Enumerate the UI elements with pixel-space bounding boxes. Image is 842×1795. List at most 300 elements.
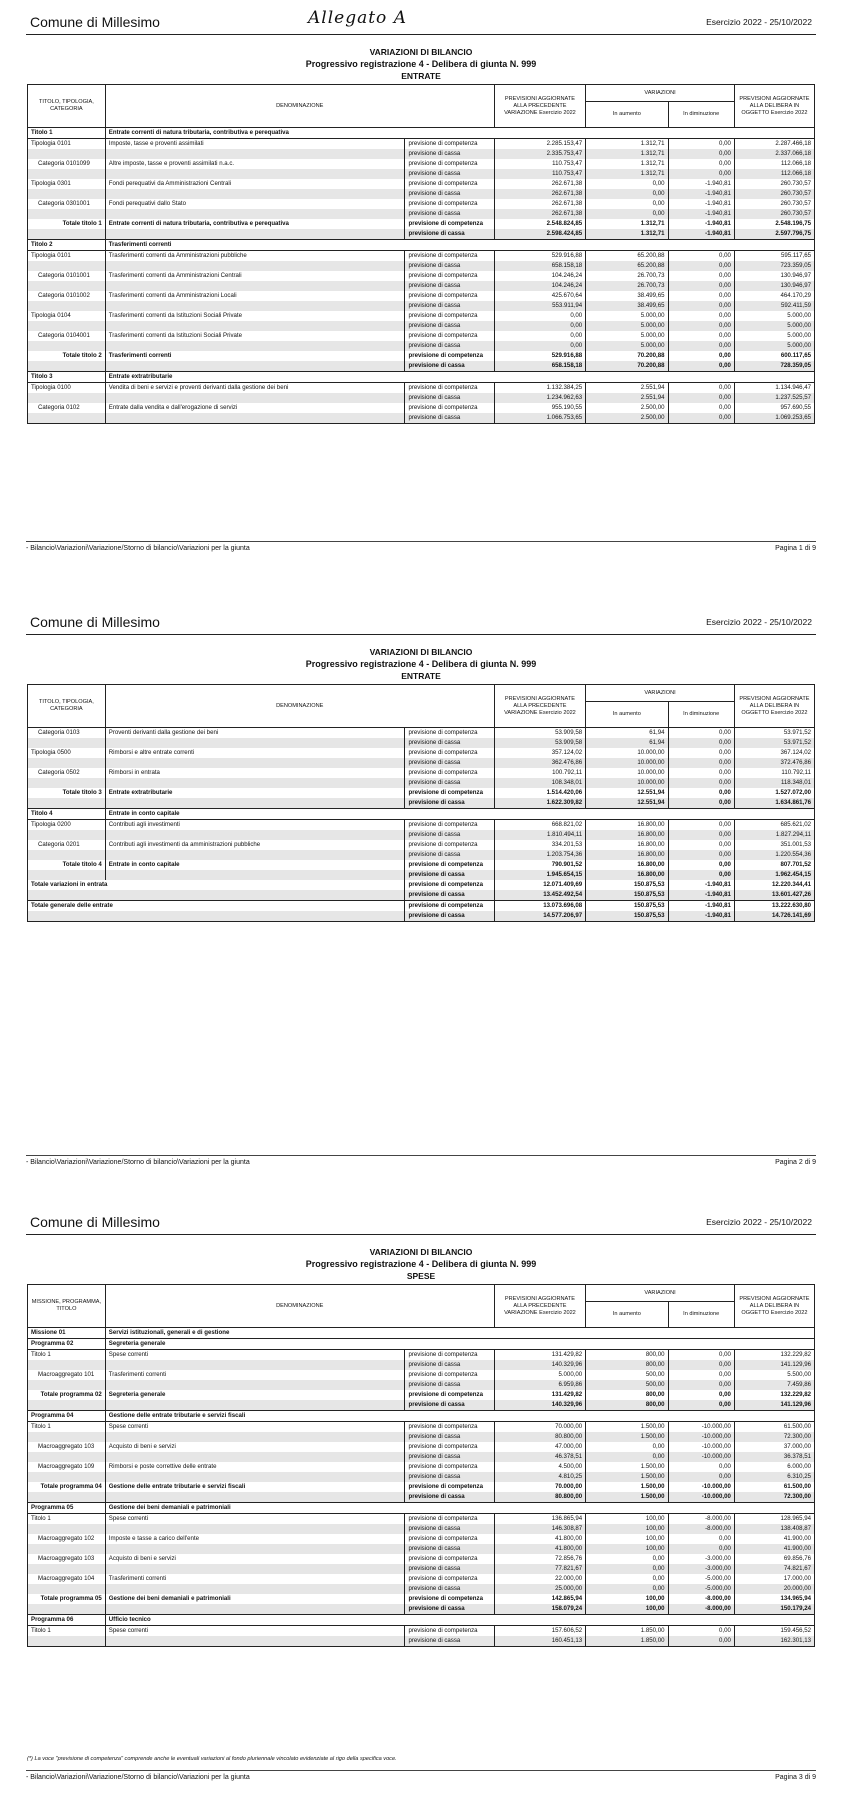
- value-increase: 5.000,00: [586, 341, 668, 351]
- row-prevision-type: previsione di cassa: [405, 321, 494, 331]
- col-header-variazioni: VARIAZIONI: [586, 685, 735, 702]
- value-updated: 53.971,52: [734, 738, 814, 748]
- value-increase: 800,00: [586, 1360, 668, 1370]
- row-denominazione: Rimborsi in entrata: [105, 768, 405, 778]
- row-code: [28, 341, 106, 351]
- row-denominazione: Entrate extratributarie: [105, 788, 405, 798]
- row-code: [28, 1544, 106, 1554]
- row-code: [28, 321, 106, 331]
- budget-table: [27, 1284, 815, 1647]
- page-3: [0, 1200, 842, 1795]
- row-code: Macroaggregato 102: [28, 1534, 106, 1544]
- value-updated: 74.821,67: [734, 1564, 814, 1574]
- row-code: Missione 01: [28, 1328, 106, 1339]
- page-number: Pagina 2 di 9: [775, 1159, 816, 1166]
- row-code: Totale programma 02: [28, 1390, 106, 1400]
- value-updated: 595.117,65: [734, 251, 814, 262]
- row-code: [28, 209, 106, 219]
- row-prevision-type: previsione di competenza: [405, 1462, 494, 1472]
- row-prevision-type: previsione di competenza: [405, 1422, 494, 1433]
- value-updated: 5.000,00: [734, 341, 814, 351]
- value-updated: 2.597.796,75: [734, 229, 814, 240]
- row-prevision-type: previsione di competenza: [405, 728, 494, 739]
- value-updated: 132.229,82: [734, 1350, 814, 1361]
- value-updated: 592.411,59: [734, 301, 814, 311]
- row-prevision-type: previsione di competenza: [405, 291, 494, 301]
- row-code: Categoria 0103: [28, 728, 106, 739]
- col-header-previous: PREVISIONI AGGIORNATE ALLA PRECEDENTE VARIAZIONE Esercizio 2022: [494, 1285, 586, 1328]
- row-denominazione: Entrate in conto capitale: [105, 860, 405, 870]
- value-increase: 26.700,73: [586, 271, 668, 281]
- section-title: SPESE: [406, 1271, 436, 1281]
- value-increase: 70.200,88: [586, 351, 668, 361]
- table-row: [28, 139, 815, 150]
- value-increase: 500,00: [586, 1370, 668, 1380]
- value-increase: 1.312,71: [586, 219, 668, 229]
- section-row: [28, 372, 815, 383]
- value-decrease: 0,00: [668, 850, 734, 860]
- value-updated: 110.792,11: [734, 768, 814, 778]
- value-increase: 2.500,00: [586, 403, 668, 413]
- row-denominazione: [105, 229, 405, 240]
- table-row: [28, 768, 815, 778]
- row-denominazione: Proventi derivanti dalla gestione dei beni: [105, 728, 405, 739]
- value-increase: 1.500,00: [586, 1492, 668, 1503]
- handwritten-annotation: Allegato A: [308, 8, 407, 28]
- value-increase: 1.850,00: [586, 1636, 668, 1647]
- value-previous: 160.451,13: [494, 1636, 586, 1647]
- value-decrease: 0,00: [668, 1370, 734, 1380]
- value-previous: 262.671,38: [494, 199, 586, 209]
- row-prevision-type: previsione di cassa: [405, 169, 494, 179]
- value-previous: 955.190,55: [494, 403, 586, 413]
- value-decrease: 0,00: [668, 341, 734, 351]
- document-titles: [0, 46, 842, 82]
- row-code: [28, 1492, 106, 1503]
- doc-subtitle: Progressivo registrazione 4 - Delibera di giunta N. 999: [305, 59, 537, 69]
- value-updated: 141.129,96: [734, 1360, 814, 1370]
- value-updated: 112.066,18: [734, 159, 814, 169]
- table-row: [28, 209, 815, 219]
- value-decrease: 0,00: [668, 748, 734, 758]
- total-row: [28, 1492, 815, 1503]
- row-code: Categoria 0104001: [28, 331, 106, 341]
- value-updated: 1.069.253,65: [734, 413, 814, 424]
- value-increase: 0,00: [586, 1584, 668, 1594]
- col-header-aumento: In aumento: [586, 1302, 668, 1328]
- table-row: [28, 301, 815, 311]
- table-row: [28, 281, 815, 291]
- section-row: [28, 1615, 815, 1626]
- value-increase: 70.200,88: [586, 361, 668, 372]
- value-decrease: 0,00: [668, 301, 734, 311]
- row-code: [28, 1452, 106, 1462]
- value-updated: 1.634.861,76: [734, 798, 814, 809]
- value-increase: 800,00: [586, 1400, 668, 1411]
- row-denominazione: [105, 738, 405, 748]
- value-updated: 2.287.466,18: [734, 139, 814, 150]
- section-row: [28, 1503, 815, 1514]
- total-row: [28, 870, 815, 880]
- total-row: [28, 361, 815, 372]
- row-code: [28, 413, 106, 424]
- row-code: [28, 1636, 106, 1647]
- value-decrease: -1.940,81: [668, 229, 734, 240]
- row-denominazione: Segreteria generale: [105, 1339, 814, 1350]
- value-increase: 16.800,00: [586, 860, 668, 870]
- row-prevision-type: previsione di competenza: [405, 159, 494, 169]
- value-updated: 351.001,53: [734, 840, 814, 850]
- row-denominazione: Entrate dalla vendita e dall'erogazione di servizi: [105, 403, 405, 413]
- value-previous: 146.308,87: [494, 1524, 586, 1534]
- col-header-diminuzione: In diminuzione: [668, 1302, 734, 1328]
- row-prevision-type: previsione di cassa: [405, 778, 494, 788]
- table-header-row: [28, 685, 815, 702]
- value-updated: 260.730,57: [734, 209, 814, 219]
- value-decrease: 0,00: [668, 738, 734, 748]
- col-header-diminuzione: In diminuzione: [668, 702, 734, 728]
- row-code: [28, 1564, 106, 1574]
- row-code: Totale titolo 3: [28, 788, 106, 798]
- value-updated: 53.971,52: [734, 728, 814, 739]
- value-decrease: 0,00: [668, 413, 734, 424]
- value-decrease: 0,00: [668, 830, 734, 840]
- page-footer: [26, 1155, 816, 1166]
- row-code: Programma 04: [28, 1411, 106, 1422]
- value-updated: 723.359,05: [734, 261, 814, 271]
- table-row: [28, 1636, 815, 1647]
- value-decrease: 0,00: [668, 393, 734, 403]
- value-decrease: 0,00: [668, 1472, 734, 1482]
- page-footer: [26, 1770, 816, 1781]
- row-prevision-type: previsione di cassa: [405, 341, 494, 351]
- value-increase: 1.500,00: [586, 1462, 668, 1472]
- value-decrease: 0,00: [668, 870, 734, 880]
- value-decrease: 0,00: [668, 321, 734, 331]
- table-row: [28, 291, 815, 301]
- value-previous: 2.598.424,85: [494, 229, 586, 240]
- value-increase: 100,00: [586, 1594, 668, 1604]
- row-code: Tipologia 0500: [28, 748, 106, 758]
- row-prevision-type: previsione di competenza: [405, 403, 494, 413]
- row-code: Macroaggregato 101: [28, 1370, 106, 1380]
- value-decrease: 0,00: [668, 1626, 734, 1637]
- value-updated: 5.000,00: [734, 311, 814, 321]
- row-denominazione: [105, 758, 405, 768]
- row-code: Totale titolo 4: [28, 860, 106, 870]
- value-increase: 1.500,00: [586, 1422, 668, 1433]
- table-row: [28, 1554, 815, 1564]
- row-prevision-type: previsione di competenza: [405, 1554, 494, 1564]
- table-row: [28, 1462, 815, 1472]
- doc-title: VARIAZIONI DI BILANCIO: [369, 647, 473, 657]
- value-previous: 262.671,38: [494, 189, 586, 199]
- value-increase: 100,00: [586, 1604, 668, 1615]
- value-increase: 61,94: [586, 738, 668, 748]
- value-updated: 7.459,86: [734, 1380, 814, 1390]
- value-previous: 14.577.206,97: [494, 911, 586, 922]
- value-decrease: 0,00: [668, 1534, 734, 1544]
- value-increase: 0,00: [586, 209, 668, 219]
- value-previous: 362.476,86: [494, 758, 586, 768]
- row-denominazione: [105, 1492, 405, 1503]
- row-prevision-type: previsione di cassa: [405, 1432, 494, 1442]
- value-updated: 61.500,00: [734, 1482, 814, 1492]
- row-denominazione: [105, 281, 405, 291]
- value-previous: 140.329,96: [494, 1360, 586, 1370]
- table-row: [28, 179, 815, 189]
- value-updated: 41.900,00: [734, 1544, 814, 1554]
- page-footer: [26, 541, 816, 552]
- value-increase: 2.551,94: [586, 383, 668, 394]
- value-decrease: -1.940,81: [668, 911, 734, 922]
- doc-title: VARIAZIONI DI BILANCIO: [369, 47, 473, 57]
- value-decrease: -1.940,81: [668, 890, 734, 901]
- section-row: [28, 809, 815, 820]
- row-code: [28, 1380, 106, 1390]
- value-previous: 658.158,18: [494, 261, 586, 271]
- row-denominazione: Trasferimenti correnti da Istituzioni Sociali Private: [105, 331, 405, 341]
- value-updated: 2.337.066,18: [734, 149, 814, 159]
- value-decrease: -1.940,81: [668, 209, 734, 219]
- value-increase: 16.800,00: [586, 850, 668, 860]
- value-increase: 10.000,00: [586, 768, 668, 778]
- value-increase: 0,00: [586, 1554, 668, 1564]
- row-prevision-type: previsione di competenza: [405, 331, 494, 341]
- table-row: [28, 341, 815, 351]
- value-previous: 70.000,00: [494, 1482, 586, 1492]
- value-previous: 529.916,88: [494, 251, 586, 262]
- value-increase: 2.500,00: [586, 413, 668, 424]
- value-previous: 13.452.492,54: [494, 890, 586, 901]
- value-previous: 425.670,64: [494, 291, 586, 301]
- value-updated: 41.900,00: [734, 1534, 814, 1544]
- row-denominazione: Spese correnti: [105, 1626, 405, 1637]
- section-row: [28, 240, 815, 251]
- row-code: Tipologia 0101: [28, 139, 106, 150]
- table-row: [28, 748, 815, 758]
- row-prevision-type: previsione di cassa: [405, 1544, 494, 1554]
- value-increase: 12.551,94: [586, 788, 668, 798]
- row-denominazione: [105, 778, 405, 788]
- table-row: [28, 1350, 815, 1361]
- table-row: [28, 1514, 815, 1525]
- table-row: [28, 1472, 815, 1482]
- value-updated: 13.222.630,80: [734, 901, 814, 912]
- value-previous: 1.622.309,82: [494, 798, 586, 809]
- value-increase: 0,00: [586, 189, 668, 199]
- row-code: [28, 229, 106, 240]
- value-previous: 2.548.824,85: [494, 219, 586, 229]
- page-number: Pagina 1 di 9: [775, 545, 816, 552]
- row-denominazione: [105, 1524, 405, 1534]
- table-row: [28, 169, 815, 179]
- table-row: [28, 1360, 815, 1370]
- value-updated: 20.000,00: [734, 1584, 814, 1594]
- row-code: Titolo 1: [28, 1422, 106, 1433]
- value-previous: 4.500,00: [494, 1462, 586, 1472]
- row-prevision-type: previsione di cassa: [405, 149, 494, 159]
- row-prevision-type: previsione di competenza: [405, 1442, 494, 1452]
- value-decrease: -10.000,00: [668, 1422, 734, 1433]
- value-updated: 141.129,96: [734, 1400, 814, 1411]
- page-1: [0, 0, 842, 580]
- col-header-aumento: In aumento: [586, 702, 668, 728]
- value-updated: 37.000,00: [734, 1442, 814, 1452]
- value-increase: 100,00: [586, 1534, 668, 1544]
- row-denominazione: Imposte e tasse a carico dell'ente: [105, 1534, 405, 1544]
- table-row: [28, 1422, 815, 1433]
- row-prevision-type: previsione di cassa: [405, 209, 494, 219]
- value-decrease: 0,00: [668, 778, 734, 788]
- value-decrease: 0,00: [668, 149, 734, 159]
- value-previous: 334.201,53: [494, 840, 586, 850]
- table-row: [28, 261, 815, 271]
- row-prevision-type: previsione di cassa: [405, 1492, 494, 1503]
- row-denominazione: [105, 1452, 405, 1462]
- row-code: [28, 738, 106, 748]
- row-code: [28, 169, 106, 179]
- row-code: Macroaggregato 103: [28, 1442, 106, 1452]
- value-previous: 6.959,86: [494, 1380, 586, 1390]
- row-denominazione: Altre imposte, tasse e proventi assimilati n.a.c.: [105, 159, 405, 169]
- value-increase: 5.000,00: [586, 311, 668, 321]
- row-denominazione: Vendita di beni e servizi e proventi derivanti dalla gestione dei beni: [105, 383, 405, 394]
- table-row: [28, 159, 815, 169]
- value-updated: 162.301,13: [734, 1636, 814, 1647]
- section-title: ENTRATE: [401, 71, 441, 81]
- table-row: [28, 321, 815, 331]
- value-increase: 5.000,00: [586, 331, 668, 341]
- row-prevision-type: previsione di cassa: [405, 361, 494, 372]
- value-previous: 668.821,02: [494, 820, 586, 831]
- value-decrease: 0,00: [668, 758, 734, 768]
- value-updated: 17.000,00: [734, 1574, 814, 1584]
- table-row: [28, 251, 815, 262]
- row-denominazione: [105, 870, 405, 880]
- row-code: [28, 361, 106, 372]
- row-denominazione: Imposte, tasse e proventi assimilati: [105, 139, 405, 150]
- value-decrease: 0,00: [668, 1462, 734, 1472]
- row-denominazione: [105, 1380, 405, 1390]
- row-prevision-type: previsione di cassa: [405, 850, 494, 860]
- value-increase: 0,00: [586, 1574, 668, 1584]
- value-updated: 12.220.344,41: [734, 880, 814, 890]
- comune-name: Comune di Millesimo: [30, 614, 160, 630]
- value-decrease: -10.000,00: [668, 1442, 734, 1452]
- value-increase: 0,00: [586, 179, 668, 189]
- value-updated: 5.000,00: [734, 321, 814, 331]
- total-row: [28, 788, 815, 798]
- value-updated: 1.827.294,11: [734, 830, 814, 840]
- table-row: [28, 403, 815, 413]
- table-row: [28, 393, 815, 403]
- value-decrease: 0,00: [668, 1636, 734, 1647]
- value-previous: 1.514.420,06: [494, 788, 586, 798]
- row-prevision-type: previsione di competenza: [405, 901, 494, 912]
- value-increase: 38.499,65: [586, 301, 668, 311]
- row-code: [28, 1360, 106, 1370]
- value-increase: 100,00: [586, 1544, 668, 1554]
- value-decrease: 0,00: [668, 728, 734, 739]
- value-updated: 14.726.141,69: [734, 911, 814, 922]
- row-denominazione: [105, 413, 405, 424]
- value-previous: 80.800,00: [494, 1492, 586, 1503]
- row-prevision-type: previsione di competenza: [405, 860, 494, 870]
- value-previous: 13.073.696,08: [494, 901, 586, 912]
- row-denominazione: Gestione dei beni demaniali e patrimoniali: [105, 1594, 405, 1604]
- value-increase: 150.875,53: [586, 901, 668, 912]
- table-row: [28, 738, 815, 748]
- row-code: [28, 911, 405, 922]
- row-code: [28, 261, 106, 271]
- row-prevision-type: previsione di cassa: [405, 911, 494, 922]
- value-decrease: -3.000,00: [668, 1564, 734, 1574]
- col-header-code: TITOLO, TIPOLOGIA, CATEGORIA: [28, 85, 106, 128]
- value-previous: 104.246,24: [494, 271, 586, 281]
- value-previous: 100.792,11: [494, 768, 586, 778]
- value-increase: 800,00: [586, 1350, 668, 1361]
- value-previous: 104.246,24: [494, 281, 586, 291]
- row-code: Programma 06: [28, 1615, 106, 1626]
- budget-table: [27, 684, 815, 922]
- row-code: [28, 850, 106, 860]
- row-code: [28, 393, 106, 403]
- value-decrease: 0,00: [668, 261, 734, 271]
- row-denominazione: [105, 1564, 405, 1574]
- row-code: Macroaggregato 103: [28, 1554, 106, 1564]
- table-row: [28, 840, 815, 850]
- value-updated: 128.965,94: [734, 1514, 814, 1525]
- row-denominazione: Segreteria generale: [105, 1390, 405, 1400]
- row-code: Tipologia 0301: [28, 179, 106, 189]
- row-code: Totale titolo 2: [28, 351, 106, 361]
- value-updated: 69.856,76: [734, 1554, 814, 1564]
- total-row: [28, 1390, 815, 1400]
- row-code: Categoria 0102: [28, 403, 106, 413]
- row-prevision-type: previsione di competenza: [405, 219, 494, 229]
- row-prevision-type: previsione di competenza: [405, 748, 494, 758]
- value-decrease: 0,00: [668, 159, 734, 169]
- row-prevision-type: previsione di cassa: [405, 738, 494, 748]
- row-prevision-type: previsione di competenza: [405, 768, 494, 778]
- row-code: Categoria 0101099: [28, 159, 106, 169]
- row-prevision-type: previsione di competenza: [405, 199, 494, 209]
- row-code: [28, 1472, 106, 1482]
- value-previous: 5.000,00: [494, 1370, 586, 1380]
- total-row: [28, 219, 815, 229]
- value-previous: 262.671,38: [494, 209, 586, 219]
- value-updated: 13.601.427,26: [734, 890, 814, 901]
- value-previous: 0,00: [494, 311, 586, 321]
- table-row: [28, 331, 815, 341]
- row-prevision-type: previsione di cassa: [405, 830, 494, 840]
- row-denominazione: Entrate extratributarie: [105, 372, 814, 383]
- value-updated: 464.170,29: [734, 291, 814, 301]
- grand-total-row: [28, 911, 815, 922]
- value-updated: 1.962.454,15: [734, 870, 814, 880]
- value-updated: 72.300,00: [734, 1432, 814, 1442]
- row-denominazione: [105, 361, 405, 372]
- row-prevision-type: previsione di competenza: [405, 351, 494, 361]
- value-updated: 1.237.525,57: [734, 393, 814, 403]
- value-previous: 80.800,00: [494, 1432, 586, 1442]
- table-row: [28, 1534, 815, 1544]
- value-previous: 108.348,01: [494, 778, 586, 788]
- value-previous: 53.909,58: [494, 728, 586, 739]
- value-decrease: -8.000,00: [668, 1514, 734, 1525]
- table-row: [28, 728, 815, 739]
